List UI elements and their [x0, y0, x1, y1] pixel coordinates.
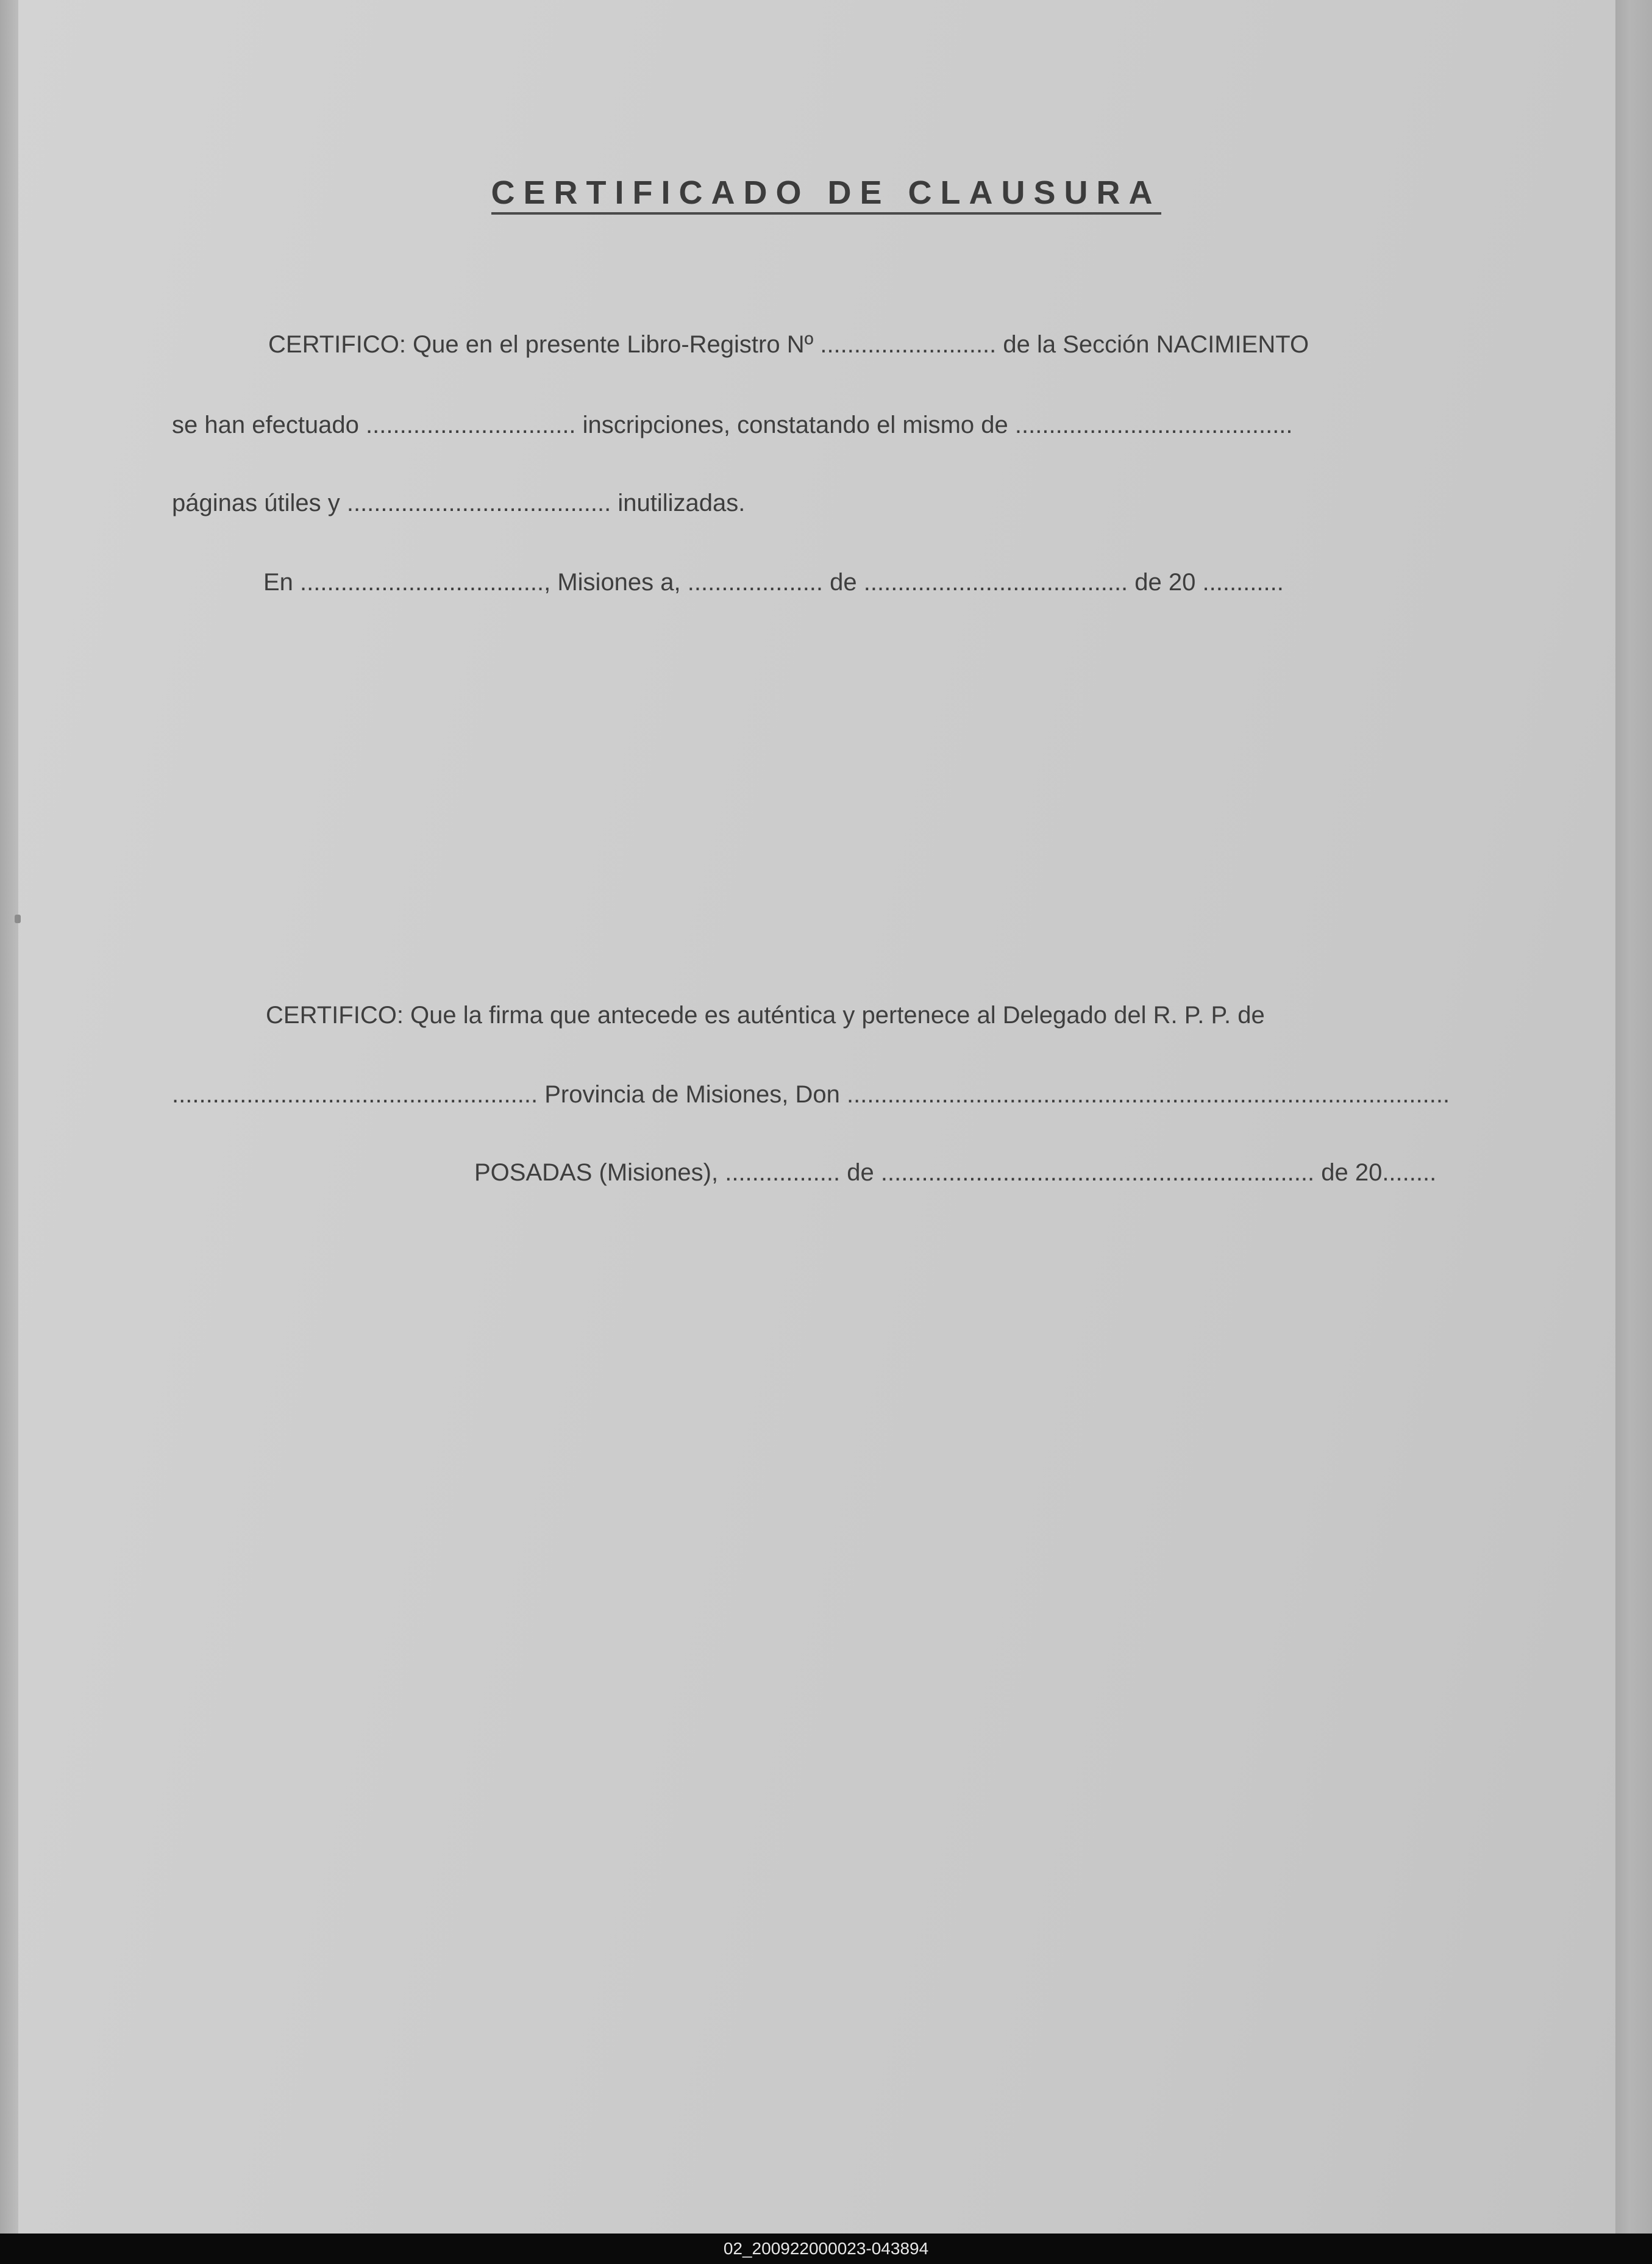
authentication-line-3: POSADAS (Misiones), ................. de ................................................................ de 20........ — [474, 1159, 1437, 1186]
certificate-line-1: CERTIFICO: Que en el presente Libro-Registro Nº .......................... de la Sección NACIMIENTO — [268, 331, 1309, 358]
certificate-line-4: En ...................................., Misiones a, .................... de ....................................... de 20 ............ — [263, 569, 1284, 596]
page-right-edge — [1615, 0, 1652, 2234]
document-title-text: CERTIFICADO DE CLAUSURA — [491, 174, 1161, 215]
document-title — [0, 174, 1652, 212]
authentication-line-2: ...................................................... Provincia de Misiones, Don ......................................................................................... — [172, 1081, 1450, 1108]
certificate-line-2: se han efectuado ............................... inscripciones, constatando el mismo de ......................................... — [172, 412, 1293, 438]
certificate-line-3: páginas útiles y ....................................... inutilizadas. — [172, 490, 746, 516]
binding-mark — [15, 915, 21, 923]
scan-id-label: 02_200922000023-043894 — [723, 2239, 929, 2258]
page-left-edge — [0, 0, 18, 2234]
authentication-line-1: CERTIFICO: Que la firma que antecede es auténtica y pertenece al Delegado del R. P. P. de — [266, 1002, 1265, 1029]
